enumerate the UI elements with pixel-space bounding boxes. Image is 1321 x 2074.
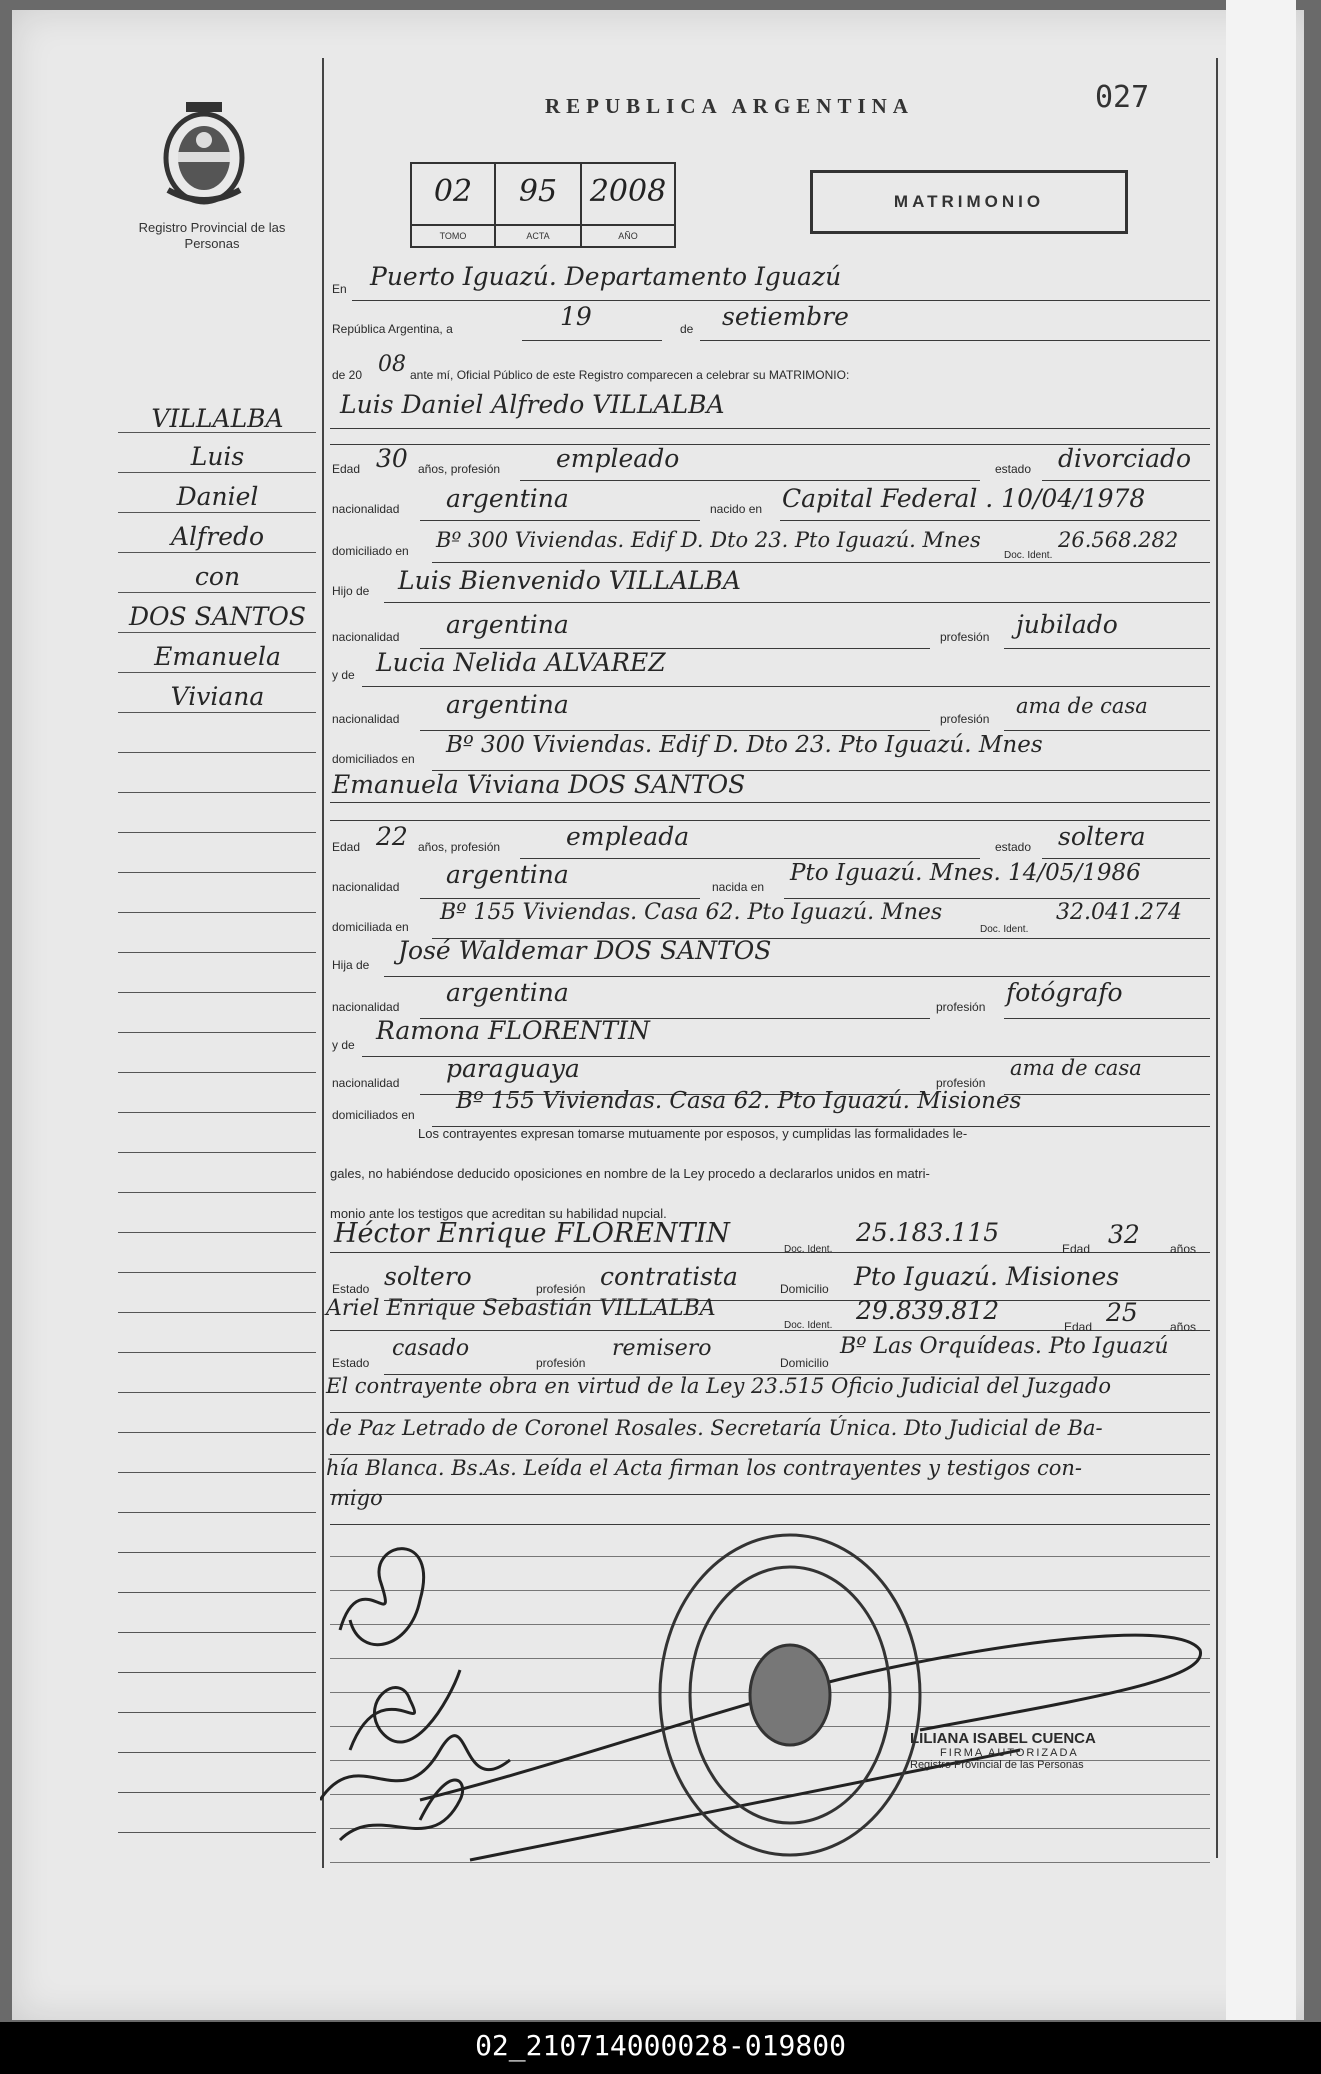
margin-line: DOS SANTOS [129, 602, 306, 631]
bride-nationality: argentina [446, 860, 569, 889]
witness2-status: casado [392, 1336, 470, 1361]
label-profesion: profesión [940, 630, 990, 644]
label-edad: Edad [1062, 1242, 1091, 1256]
groom-mother: Lucia Nelida ALVAREZ [376, 648, 666, 677]
witness1-address: Pto Iguazú. Misiones [854, 1262, 1120, 1291]
label-doc: Doc. Ident. [784, 1320, 833, 1331]
label-doc: Doc. Ident. [980, 924, 1029, 935]
bride-address: Bº 155 Viviendas. Casa 62. Pto Iguazú. Mnes [440, 900, 943, 925]
registry-seal-icon [158, 100, 250, 208]
margin-line: Daniel [176, 482, 259, 511]
registry-name: Registro Provincial de las Personas [138, 220, 286, 251]
witness1-doc: 25.183.115 [856, 1218, 1000, 1247]
anio-label: AÑO [582, 224, 674, 246]
label-doc: Doc. Ident. [784, 1244, 833, 1255]
margin-rule [118, 1192, 316, 1193]
margin-rule [118, 1112, 316, 1113]
acta-cell [496, 164, 582, 224]
label-y-de: y de [332, 1038, 355, 1052]
stamp-role: FIRMA AUTORIZADA [940, 1747, 1079, 1759]
margin-rule [118, 1592, 316, 1593]
label-domicilio: Domicilio [780, 1282, 829, 1296]
margin-rule [118, 432, 316, 433]
label-edad: Edad [332, 462, 361, 476]
bride-name: Emanuela Viviana DOS SANTOS [332, 770, 746, 799]
groom-birth: Capital Federal . 10/04/1978 [782, 484, 1146, 513]
margin-rule [118, 1272, 316, 1273]
witness2-age: 25 [1106, 1298, 1138, 1327]
intro-text: ante mí, Oficial Público de este Registro comparecen a celebrar su MATRIMONIO: [410, 368, 850, 382]
margin-rule [118, 1712, 316, 1713]
observation-text: hía Blanca. Bs.As. Leída el Acta firman los contrayentes y testigos con- [326, 1456, 1082, 1480]
groom-mother-nationality: argentina [446, 690, 569, 719]
bride-doc: 32.041.274 [1056, 900, 1182, 925]
label-estado: estado [995, 462, 1032, 476]
label-estado: Estado [332, 1282, 370, 1296]
witness1-profession: contratista [600, 1262, 738, 1291]
label-domicilio: domiciliada en [332, 920, 409, 934]
label-nacionalidad: nacionalidad [332, 880, 400, 894]
blank-line [330, 790, 1210, 821]
month-value: setiembre [722, 302, 849, 331]
official-seal-icon [660, 1535, 920, 1855]
label-hija: Hija de [332, 958, 370, 972]
bride-mother-nationality: paraguaya [446, 1054, 580, 1083]
place-value: Puerto Iguazú. Departamento Iguazú [370, 262, 842, 291]
day-value: 19 [560, 302, 592, 331]
margin-rule [118, 1352, 316, 1353]
anio-value: 2008 [589, 174, 667, 209]
margin-rule [118, 952, 316, 953]
label-nacionalidad: nacionalidad [332, 1076, 400, 1090]
margin-rule [118, 1672, 316, 1673]
label-hijo: Hijo de [332, 584, 370, 598]
witness2-doc: 29.839.812 [856, 1296, 1000, 1325]
label-nacionalidad: nacionalidad [332, 712, 400, 726]
margin-line: con [194, 562, 241, 591]
bride-age: 22 [376, 822, 408, 851]
margin-rule [118, 472, 316, 473]
label-edad: Edad [1064, 1320, 1093, 1334]
groom-father-nationality: argentina [446, 610, 569, 639]
margin-rule [118, 1392, 316, 1393]
witness1-age: 32 [1108, 1220, 1140, 1249]
tomo-cell [412, 164, 496, 224]
groom-address: Bº 300 Viviendas. Edif D. Dto 23. Pto Iguazú. Mnes [436, 528, 981, 552]
label-domicilio: Domicilio [780, 1356, 829, 1370]
scan-id: 02_210714000028-019800 [475, 2029, 846, 2062]
groom-mother-profession: ama de casa [1016, 694, 1148, 718]
margin-rule [118, 592, 316, 593]
label-estado: Estado [332, 1356, 370, 1370]
label-anos: años [1170, 1242, 1197, 1256]
margin-rule [118, 752, 316, 753]
day-line [522, 310, 662, 341]
label-estado: estado [995, 840, 1032, 854]
label-nacionalidad: nacionalidad [332, 630, 400, 644]
label-doc: Doc. Ident. [1004, 550, 1053, 561]
stamp-registry: Registro Provincial de las Personas [910, 1759, 1084, 1771]
label-anos-profesion: años, profesión [418, 462, 501, 476]
label-profesion: profesión [536, 1282, 586, 1296]
acta-label: ACTA [496, 224, 582, 246]
label-nacionalidad: nacionalidad [332, 502, 400, 516]
bride-father: José Waldemar DOS SANTOS [398, 936, 772, 965]
year-suffix: 08 [378, 352, 406, 377]
act-type-box: MATRIMONIO [810, 170, 1128, 234]
margin-rule [118, 872, 316, 873]
tomo-label: TOMO [412, 224, 496, 246]
margin-line: Alfredo [170, 522, 265, 551]
stamp-text [910, 1730, 1096, 1771]
stamp-officer: LILIANA ISABEL CUENCA [910, 1730, 1096, 1747]
groom-father: Luis Bienvenido VILLALBA [398, 566, 741, 595]
groom-doc: 26.568.282 [1058, 528, 1179, 552]
bride-mother: Ramona FLORENTIN [376, 1016, 650, 1045]
label-profesion: profesión [936, 1076, 986, 1090]
declaration-line: Los contrayentes expresan tomarse mutuamente por esposos, y cumplidas las formalidades le- [418, 1126, 968, 1141]
margin-rule [118, 1232, 316, 1233]
margin-rule [118, 672, 316, 673]
bride-status: soltera [1058, 822, 1146, 851]
label-domicilio: domiciliado en [332, 544, 409, 558]
margin-rule [118, 512, 316, 513]
label-domiciliados: domiciliados en [332, 752, 415, 766]
groom-status: divorciado [1058, 444, 1192, 473]
label-profesion: profesión [940, 712, 990, 726]
margin-line: Viviana [170, 682, 265, 711]
declaration-line: monio ante los testigos que acreditan su habilidad nupcial. [330, 1206, 667, 1221]
page-number: 027 [1095, 80, 1150, 115]
witness2-profession: remisero [612, 1336, 712, 1361]
margin-rule [118, 1472, 316, 1473]
witness2-name: Ariel Enrique Sebastián VILLALBA [326, 1296, 716, 1321]
label-nacida: nacida en [712, 880, 765, 894]
label-anos-profesion: años, profesión [418, 840, 501, 854]
acta-value: 95 [518, 174, 558, 209]
anio-cell [582, 164, 674, 224]
bride-father-nationality: argentina [446, 978, 569, 1007]
groom-parents-address: Bº 300 Viviendas. Edif D. Dto 23. Pto Iguazú. Mnes [446, 732, 1043, 758]
tomo-value: 02 [433, 174, 473, 209]
margin-line: VILLALBA [151, 404, 284, 433]
witness1-status: soltero [384, 1262, 472, 1291]
label-nacido: nacido en [710, 502, 763, 516]
margin-rule [118, 1152, 316, 1153]
witness2-address: Bº Las Orquídeas. Pto Iguazú [840, 1334, 1169, 1359]
signatures-area [320, 1500, 1240, 1880]
margin-rule [118, 1072, 316, 1073]
margin-rule [118, 1312, 316, 1313]
margin-rule [118, 992, 316, 993]
observation-text: migo [330, 1486, 383, 1510]
groom-name: Luis Daniel Alfredo VILLALBA [340, 390, 725, 419]
margin-rule [118, 1752, 316, 1753]
margin-rule [118, 792, 316, 793]
margin-rule [118, 1832, 316, 1833]
margin-rule [118, 712, 316, 713]
republica-label: República Argentina, a [332, 322, 453, 336]
de-label: de [680, 322, 694, 336]
groom-age: 30 [376, 444, 408, 473]
country-title: REPUBLICA ARGENTINA [545, 94, 914, 118]
groom-nationality: argentina [446, 484, 569, 513]
bride-father-profession: fotógrafo [1006, 978, 1123, 1007]
observation-text: El contrayente obra en virtud de la Ley 23.515 Oficio Judicial del Juzgado [326, 1374, 1112, 1398]
witness1-name: Héctor Enrique FLORENTIN [334, 1218, 730, 1249]
groom-father-profession: jubilado [1016, 610, 1118, 639]
year-prefix: de 20 [332, 368, 363, 382]
act-number-box [410, 162, 676, 248]
declaration-line: gales, no habiéndose deducido oposiciones en nombre de la Ley procedo a declararlos unidos en matri- [330, 1166, 930, 1181]
label-domiciliados: domiciliados en [332, 1108, 415, 1122]
margin-rule [118, 832, 316, 833]
margin-rule [118, 1792, 316, 1793]
margin-rule [118, 552, 316, 553]
margin-line: Luis [190, 442, 245, 471]
bride-birth: Pto Iguazú. Mnes. 14/05/1986 [790, 860, 1141, 886]
margin-rule [118, 912, 316, 913]
bride-profession: empleada [566, 822, 690, 851]
en-label: En [332, 282, 347, 296]
margin-rule [118, 1552, 316, 1553]
bride-parents-address: Bº 155 Viviendas. Casa 62. Pto Iguazú. Misiones [456, 1088, 1022, 1114]
label-profesion: profesión [536, 1356, 586, 1370]
margin-rule [118, 1432, 316, 1433]
margin-line: Emanuela [154, 642, 281, 671]
label-edad: Edad [332, 840, 361, 854]
blank-line [330, 414, 1210, 445]
label-anos: años [1170, 1320, 1197, 1334]
label-nacionalidad: nacionalidad [332, 1000, 400, 1014]
margin-rule [118, 1032, 316, 1033]
label-profesion: profesión [936, 1000, 986, 1014]
margin-rule [118, 1512, 316, 1513]
margin-rule [118, 1632, 316, 1633]
observation-text: de Paz Letrado de Coronel Rosales. Secretaría Única. Dto Judicial de Ba- [326, 1416, 1103, 1440]
label-y-de: y de [332, 668, 355, 682]
groom-profession: empleado [556, 444, 680, 473]
margin-rule [118, 632, 316, 633]
bride-mother-profession: ama de casa [1010, 1056, 1142, 1080]
